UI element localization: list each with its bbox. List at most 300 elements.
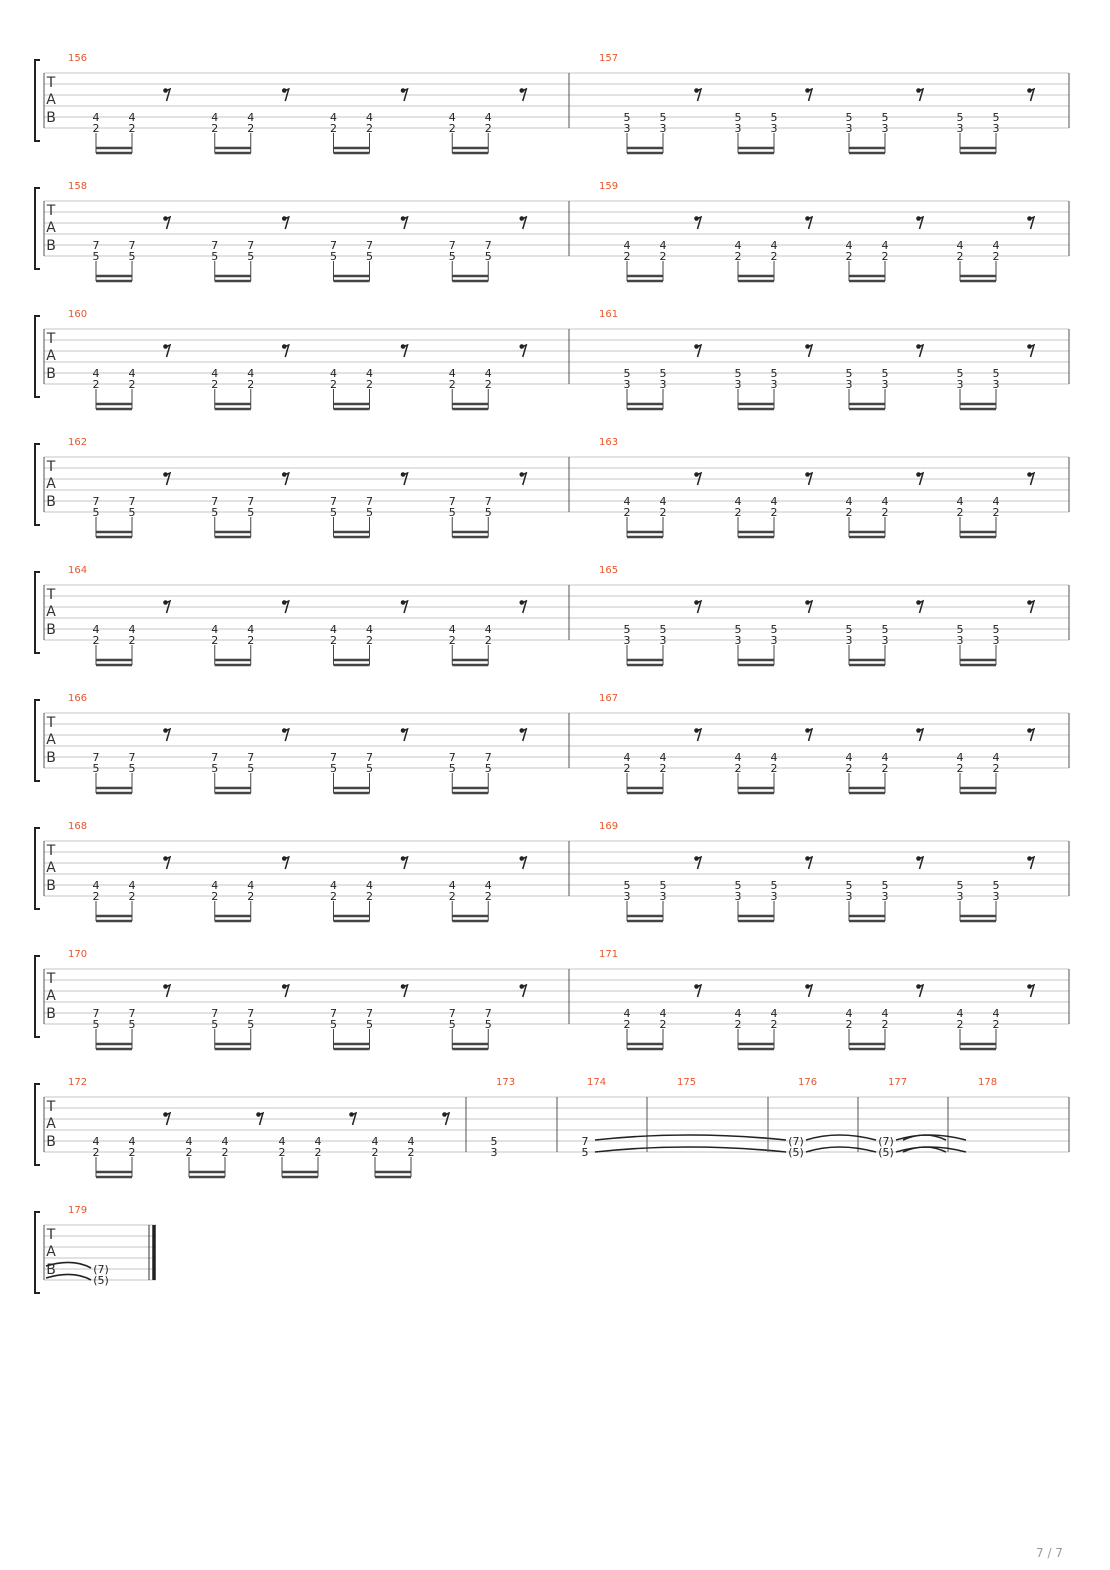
fret-number: 3 [845, 378, 853, 391]
fret-number: 2 [659, 1018, 667, 1031]
fret-number: 2 [734, 1018, 742, 1031]
fret-number: 5 [330, 506, 337, 519]
fret-number: 4 [770, 239, 778, 252]
fret-number: 3 [490, 1146, 498, 1159]
measure-number: 171 [599, 949, 619, 960]
fret-number: 3 [623, 122, 631, 135]
fret-number: 2 [221, 1146, 229, 1159]
fret-number: 7 [448, 239, 456, 252]
fret-number: 5 [845, 111, 853, 124]
fret-number: 3 [659, 634, 667, 647]
fret-number: 4 [330, 367, 337, 380]
fret-number: 4 [623, 495, 631, 508]
tab-clef-a: A [46, 860, 56, 876]
fret-number: 4 [448, 367, 456, 380]
fret-number: 2 [956, 762, 964, 775]
tab-clef-b: B [46, 622, 56, 638]
fret-number: 4 [770, 1007, 778, 1020]
fret-number: 2 [770, 506, 778, 519]
tab-clef-t: T [46, 587, 56, 603]
fret-number: 2 [881, 250, 889, 263]
fret-number: 2 [366, 890, 373, 903]
fret-number: 5 [992, 879, 1000, 892]
fret-number: 7 [484, 495, 492, 508]
fret-number: 4 [371, 1135, 379, 1148]
fret-number: 5 [881, 367, 889, 380]
tab-clef-t: T [46, 843, 56, 859]
fret-number: 4 [330, 111, 337, 124]
fret-number: 4 [956, 1007, 964, 1020]
fret-number: 3 [956, 634, 964, 647]
fret-number: 4 [659, 751, 667, 764]
measure-number: 174 [587, 1077, 607, 1088]
tab-clef-b: B [46, 1134, 56, 1150]
fret-number: 4 [448, 623, 456, 636]
tab-clef-t: T [46, 203, 56, 219]
tab-clef-t: T [46, 1099, 56, 1115]
fret-number: 5 [734, 111, 742, 124]
fret-number: 3 [956, 890, 964, 903]
fret-number: 4 [956, 751, 964, 764]
fret-number: 4 [881, 495, 889, 508]
fret-number: 4 [734, 1007, 742, 1020]
fret-number: 2 [247, 378, 255, 391]
fret-number: 7 [448, 495, 456, 508]
fret-number: 4 [881, 239, 889, 252]
fret-number: 4 [881, 1007, 889, 1020]
fret-number: 2 [211, 890, 219, 903]
tie-arc [806, 1147, 876, 1152]
fret-number: 4 [92, 367, 100, 380]
fret-number: 2 [734, 762, 742, 775]
fret-number: 4 [247, 879, 255, 892]
fret-number: 5 [128, 250, 136, 263]
fret-number: 2 [484, 890, 492, 903]
fret-number: (5) [788, 1146, 804, 1159]
fret-number: 2 [956, 506, 964, 519]
fret-number: 3 [734, 634, 742, 647]
fret-number: 4 [484, 111, 492, 124]
fret-number: 2 [956, 250, 964, 263]
fret-number: 2 [211, 122, 219, 135]
fret-number: 5 [211, 506, 219, 519]
fret-number: 2 [330, 378, 337, 391]
fret-number: 4 [185, 1135, 193, 1148]
fret-number: 4 [366, 879, 373, 892]
fret-number: 2 [484, 634, 492, 647]
fret-number: 2 [211, 634, 219, 647]
fret-number: 4 [221, 1135, 229, 1148]
system-bracket [35, 828, 40, 909]
fret-number: 2 [330, 890, 337, 903]
fret-number: 2 [371, 1146, 379, 1159]
fret-number: 2 [92, 122, 100, 135]
fret-number: 4 [992, 1007, 1000, 1020]
tab-system [35, 181, 1069, 281]
system-bracket [35, 1212, 40, 1293]
measure-156 [68, 53, 569, 153]
fret-number: 2 [448, 634, 456, 647]
fret-number: 5 [623, 111, 631, 124]
fret-number: 4 [211, 111, 219, 124]
fret-number: 7 [128, 1007, 136, 1020]
fret-number: 4 [992, 751, 1000, 764]
tab-clef-t: T [46, 715, 56, 731]
fret-number: 2 [881, 1018, 889, 1031]
fret-number: 5 [330, 1018, 337, 1031]
fret-number: 5 [484, 506, 492, 519]
fret-number: 7 [448, 751, 456, 764]
tab-system [35, 821, 1069, 921]
fret-number: 4 [314, 1135, 322, 1148]
fret-number: 4 [845, 239, 853, 252]
fret-number: 4 [211, 623, 219, 636]
fret-number: 3 [770, 890, 778, 903]
fret-number: 4 [623, 239, 631, 252]
fret-number: 4 [659, 239, 667, 252]
fret-number: 4 [247, 111, 255, 124]
fret-number: 2 [770, 250, 778, 263]
fret-number: 5 [992, 111, 1000, 124]
fret-number: 4 [659, 495, 667, 508]
fret-number: 5 [366, 506, 373, 519]
fret-number: 5 [247, 250, 255, 263]
measure-number: 167 [599, 693, 619, 704]
fret-number: 5 [956, 111, 964, 124]
fret-number: 2 [448, 122, 456, 135]
measure-number: 175 [677, 1077, 697, 1088]
tab-clef-a: A [46, 1116, 56, 1132]
fret-number: 2 [845, 762, 853, 775]
fret-number: (7) [93, 1263, 109, 1276]
fret-number: 5 [956, 879, 964, 892]
fret-number: (5) [93, 1274, 109, 1287]
fret-number: 5 [484, 1018, 492, 1031]
fret-number: 2 [845, 250, 853, 263]
fret-number: 5 [770, 623, 778, 636]
tab-clef-a: A [46, 476, 56, 492]
tab-clef-t: T [46, 459, 56, 475]
measure-number: 163 [599, 437, 619, 448]
fret-number: 2 [734, 250, 742, 263]
fret-number: 2 [659, 506, 667, 519]
fret-number: 2 [128, 890, 136, 903]
tab-system [35, 437, 1069, 537]
fret-number: 3 [734, 122, 742, 135]
fret-number: 3 [623, 378, 631, 391]
system-bracket [35, 60, 40, 141]
fret-number: 2 [623, 250, 631, 263]
fret-number: 3 [956, 122, 964, 135]
fret-number: 2 [128, 378, 136, 391]
fret-number: 7 [211, 1007, 219, 1020]
fret-number: 5 [770, 879, 778, 892]
fret-number: 4 [992, 495, 1000, 508]
fret-number: 4 [247, 623, 255, 636]
fret-number: 7 [366, 239, 373, 252]
measure-number: 178 [978, 1077, 998, 1088]
system-bracket [35, 444, 40, 525]
fret-number: 4 [881, 751, 889, 764]
fret-number: 7 [247, 495, 255, 508]
fret-number: 4 [845, 751, 853, 764]
fret-number: 5 [92, 250, 100, 263]
tab-clef-t: T [46, 971, 56, 987]
fret-number: 5 [770, 367, 778, 380]
fret-number: 4 [770, 495, 778, 508]
fret-number: (7) [788, 1135, 804, 1148]
tab-clef-b: B [46, 110, 56, 126]
page-number: 7 / 7 [1036, 1546, 1063, 1560]
measure-173 [491, 1077, 558, 1159]
fret-number: 5 [484, 762, 492, 775]
fret-number: 5 [484, 250, 492, 263]
measure-number: 166 [68, 693, 88, 704]
fret-number: 4 [128, 111, 136, 124]
fret-number: 2 [992, 250, 1000, 263]
measure-number: 179 [68, 1205, 88, 1216]
fret-number: 2 [247, 890, 255, 903]
fret-number: 2 [770, 1018, 778, 1031]
fret-number: 4 [484, 367, 492, 380]
tab-clef-b: B [46, 1006, 56, 1022]
fret-number: 2 [314, 1146, 322, 1159]
measure-number: 158 [68, 181, 88, 192]
fret-number: 5 [366, 250, 373, 263]
fret-number: 5 [623, 623, 631, 636]
tab-clef-b: B [46, 1262, 56, 1278]
fret-number: 2 [247, 122, 255, 135]
fret-number: 5 [581, 1146, 589, 1159]
fret-number: 2 [128, 122, 136, 135]
fret-number: 2 [881, 762, 889, 775]
fret-number: 2 [247, 634, 255, 647]
fret-number: 2 [448, 890, 456, 903]
fret-number: 2 [845, 1018, 853, 1031]
measure-170 [68, 949, 569, 1049]
fret-number: 5 [881, 111, 889, 124]
fret-number: 5 [128, 762, 136, 775]
fret-number: 4 [92, 623, 100, 636]
fret-number: 7 [330, 1007, 337, 1020]
measure-157 [599, 53, 1069, 153]
fret-number: 5 [448, 506, 456, 519]
fret-number: 7 [247, 239, 255, 252]
fret-number: 7 [247, 751, 255, 764]
fret-number: 4 [366, 367, 373, 380]
fret-number: 2 [623, 762, 631, 775]
fret-number: 4 [484, 879, 492, 892]
fret-number: 5 [92, 506, 100, 519]
fret-number: 5 [490, 1135, 498, 1148]
tab-clef-b: B [46, 878, 56, 894]
fret-number: 3 [881, 634, 889, 647]
fret-number: (5) [878, 1146, 894, 1159]
fret-number: 2 [484, 378, 492, 391]
tie-arc [595, 1135, 786, 1140]
fret-number: 7 [484, 1007, 492, 1020]
fret-number: 5 [330, 762, 337, 775]
fret-number: 4 [330, 623, 337, 636]
fret-number: 7 [247, 1007, 255, 1020]
fret-number: 2 [407, 1146, 415, 1159]
fret-number: 5 [247, 506, 255, 519]
fret-number: 3 [659, 122, 667, 135]
tab-clef-a: A [46, 732, 56, 748]
fret-number: 7 [330, 495, 337, 508]
fret-number: 3 [623, 890, 631, 903]
fret-number: 4 [484, 623, 492, 636]
fret-number: 5 [845, 879, 853, 892]
fret-number: 4 [128, 623, 136, 636]
measure-160 [68, 309, 569, 409]
fret-number: 3 [623, 634, 631, 647]
fret-number: 2 [366, 378, 373, 391]
fret-number: 4 [211, 367, 219, 380]
fret-number: 5 [211, 1018, 219, 1031]
measure-162 [68, 437, 569, 537]
fret-number: 5 [956, 367, 964, 380]
fret-number: 3 [659, 890, 667, 903]
fret-number: 3 [845, 890, 853, 903]
fret-number: 4 [448, 111, 456, 124]
fret-number: 2 [92, 634, 100, 647]
fret-number: 5 [448, 1018, 456, 1031]
fret-number: 5 [734, 367, 742, 380]
system-bracket [35, 700, 40, 781]
tab-system [35, 1077, 1069, 1177]
fret-number: 5 [845, 623, 853, 636]
fret-number: 7 [92, 239, 100, 252]
fret-number: 4 [247, 367, 255, 380]
fret-number: 5 [128, 506, 136, 519]
fret-number: 7 [128, 495, 136, 508]
measure-number: 164 [68, 565, 88, 576]
measure-number: 157 [599, 53, 619, 64]
fret-number: 4 [92, 879, 100, 892]
tie-arc [806, 1135, 876, 1140]
fret-number: 7 [211, 239, 219, 252]
fret-number: 4 [623, 751, 631, 764]
fret-number: 3 [770, 122, 778, 135]
fret-number: 2 [278, 1146, 286, 1159]
fret-number: 2 [659, 762, 667, 775]
fret-number: 2 [366, 122, 373, 135]
fret-number: 4 [211, 879, 219, 892]
fret-number: 4 [734, 751, 742, 764]
fret-number: 3 [659, 378, 667, 391]
measure-number: 169 [599, 821, 619, 832]
fret-number: 7 [484, 239, 492, 252]
fret-number: 7 [448, 1007, 456, 1020]
fret-number: 2 [484, 122, 492, 135]
fret-number: 5 [992, 367, 1000, 380]
fret-number: 2 [92, 1146, 100, 1159]
fret-number: 5 [659, 879, 667, 892]
measure-165 [599, 565, 1069, 665]
fret-number: 3 [992, 890, 1000, 903]
fret-number: 4 [366, 111, 373, 124]
measure-179 [46, 1205, 154, 1287]
measure-number: 170 [68, 949, 88, 960]
fret-number: 5 [366, 762, 373, 775]
fret-number: 2 [992, 762, 1000, 775]
fret-number: 4 [734, 239, 742, 252]
fret-number: 2 [330, 634, 337, 647]
tab-clef-a: A [46, 348, 56, 364]
fret-number: 5 [881, 879, 889, 892]
system-bracket [35, 316, 40, 397]
fret-number: 2 [659, 250, 667, 263]
fret-number: 4 [845, 495, 853, 508]
fret-number: 4 [128, 879, 136, 892]
fret-number: 2 [211, 378, 219, 391]
measure-163 [599, 437, 1069, 537]
fret-number: 5 [92, 762, 100, 775]
fret-number: 7 [366, 495, 373, 508]
fret-number: 2 [881, 506, 889, 519]
tab-system [35, 1205, 156, 1293]
fret-number: 4 [128, 1135, 136, 1148]
fret-number: 5 [956, 623, 964, 636]
system-bracket [35, 188, 40, 269]
fret-number: 5 [128, 1018, 136, 1031]
measure-number: 177 [888, 1077, 908, 1088]
fret-number: 5 [623, 367, 631, 380]
fret-number: 4 [92, 111, 100, 124]
measure-number: 159 [599, 181, 619, 192]
fret-number: 4 [92, 1135, 100, 1148]
measure-number: 168 [68, 821, 88, 832]
fret-number: 4 [128, 367, 136, 380]
fret-number: 5 [247, 1018, 255, 1031]
measure-159 [599, 181, 1069, 281]
fret-number: 5 [623, 879, 631, 892]
tab-clef-t: T [46, 1227, 56, 1243]
fret-number: 2 [623, 506, 631, 519]
fret-number: 3 [845, 634, 853, 647]
fret-number: 4 [956, 239, 964, 252]
fret-number: 4 [770, 751, 778, 764]
fret-number: (7) [878, 1135, 894, 1148]
fret-number: 2 [845, 506, 853, 519]
fret-number: 3 [845, 122, 853, 135]
tab-clef-a: A [46, 220, 56, 236]
fret-number: 7 [92, 1007, 100, 1020]
measure-176 [788, 1077, 876, 1159]
fret-number: 4 [992, 239, 1000, 252]
fret-number: 2 [448, 378, 456, 391]
fret-number: 7 [211, 751, 219, 764]
tab-clef-t: T [46, 331, 56, 347]
fret-number: 5 [211, 250, 219, 263]
fret-number: 5 [366, 1018, 373, 1031]
fret-number: 7 [484, 751, 492, 764]
fret-number: 2 [185, 1146, 193, 1159]
measure-number: 165 [599, 565, 619, 576]
tab-system [35, 309, 1069, 409]
fret-number: 5 [770, 111, 778, 124]
fret-number: 2 [330, 122, 337, 135]
tab-clef-a: A [46, 1244, 56, 1260]
fret-number: 7 [211, 495, 219, 508]
fret-number: 5 [448, 762, 456, 775]
fret-number: 5 [992, 623, 1000, 636]
system-bracket [35, 1084, 40, 1165]
fret-number: 5 [845, 367, 853, 380]
fret-number: 5 [659, 623, 667, 636]
measure-171 [599, 949, 1069, 1049]
